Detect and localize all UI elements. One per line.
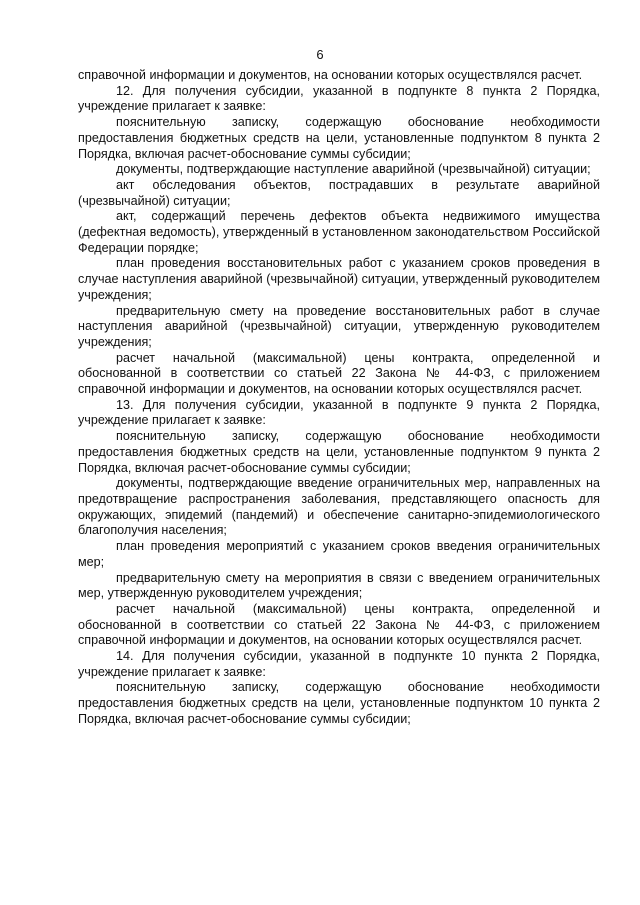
document-body <box>78 68 600 728</box>
paragraph: 12. Для получения субсидии, указанной в подпункте 8 пункта 2 Порядка, учреждение прилагает к заявке: <box>78 83 600 114</box>
paragraph: предварительную смету на мероприятия в связи с введением ограничительных мер, утвержденную руководителем учреждения; <box>78 570 600 601</box>
paragraph: пояснительную записку, содержащую обоснование необходимости предоставления бюджетных средств на цели, установленные подпунктом 8 пункта 2 Порядка, включая расчет-обоснование суммы субсидии; <box>78 115 600 161</box>
paragraph: акт обследования объектов, пострадавших в результате аварийной (чрезвычайной) ситуации; <box>78 177 600 208</box>
paragraph: пояснительную записку, содержащую обоснование необходимости предоставления бюджетных средств на цели, установленные подпунктом 9 пункта 2 Порядка, включая расчет-обоснование суммы субсидии; <box>78 429 600 475</box>
paragraph: 13. Для получения субсидии, указанной в подпункте 9 пункта 2 Порядка, учреждение прилагает к заявке: <box>78 397 600 428</box>
paragraph: акт, содержащий перечень дефектов объекта недвижимого имущества (дефектная ведомость), утвержденный в установленном законодательством Российской Федерации порядке; <box>78 209 600 255</box>
paragraph: план проведения мероприятий с указанием сроков введения ограничительных мер; <box>78 539 600 569</box>
paragraph: документы, подтверждающие введение ограничительных мер, направленных на предотвращение распространения заболевания, представляющего опасность для окружающих, эпидемий (пандемий) и обеспечение санитарно-эпидемиологического благополучия населения; <box>78 476 600 538</box>
paragraph: пояснительную записку, содержащую обоснование необходимости предоставления бюджетных средств на цели, установленные подпунктом 10 пункта 2 Порядка, включая расчет-обоснование суммы субсидии; <box>78 680 600 726</box>
page-number: 6 <box>316 47 324 62</box>
paragraph: план проведения восстановительных работ с указанием сроков проведения в случае наступления аварийной (чрезвычайной) ситуации, утвержденный руководителем учреждения; <box>78 256 600 302</box>
paragraph: 14. Для получения субсидии, указанной в подпункте 10 пункта 2 Порядка, учреждение прилагает к заявке: <box>78 649 600 679</box>
paragraph: документы, подтверждающие наступление аварийной (чрезвычайной) ситуации; <box>116 162 591 177</box>
paragraph: расчет начальной (максимальной) цены контракта, определенной и обоснованной в соответствии со статьей 22 Закона № 44-ФЗ, с приложением справочной информации и документов, на основании которых осуществлялся расчет. <box>78 350 600 397</box>
paragraph: справочной информации и документов, на основании которых осуществлялся расчет. <box>78 68 583 82</box>
paragraph: расчет начальной (максимальной) цены контракта, определенной и обоснованной в соответствии со статьей 22 Закона № 44-ФЗ, с приложением справочной информации и документов, на основании которых осуществлялся расчет. <box>78 601 600 648</box>
paragraph: предварительную смету на проведение восстановительных работ в случае наступления аварийной (чрезвычайной) ситуации, утвержденную руководителем учреждения; <box>78 303 600 349</box>
